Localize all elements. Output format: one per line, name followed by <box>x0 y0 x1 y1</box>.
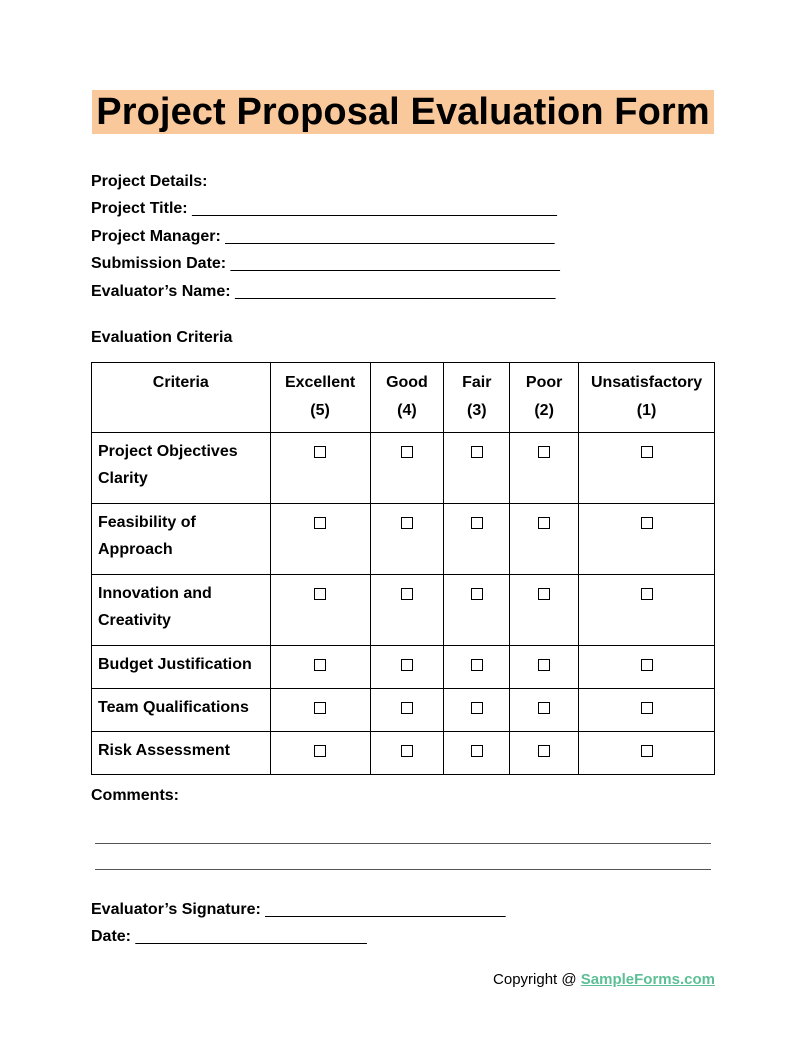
criteria-name: Risk Assessment <box>92 732 271 775</box>
comments-line[interactable] <box>95 843 711 844</box>
rating-checkbox[interactable] <box>538 702 550 714</box>
rating-checkbox[interactable] <box>401 588 413 600</box>
project-manager-blank[interactable]: _____________________________________ <box>225 228 555 245</box>
rating-checkbox[interactable] <box>641 517 653 529</box>
project-title-blank[interactable]: _________________________________________ <box>192 200 557 217</box>
table-row <box>92 732 715 775</box>
header-unsatisfactory: Unsatisfactory (1) <box>579 363 715 433</box>
rating-checkbox[interactable] <box>314 588 326 600</box>
header-good: Good (4) <box>370 363 444 433</box>
form-title: Project Proposal Evaluation Form <box>92 90 714 134</box>
copyright-footer <box>493 971 715 988</box>
rating-checkbox[interactable] <box>641 745 653 757</box>
project-details-heading: Project Details: <box>91 173 208 190</box>
rating-checkbox[interactable] <box>641 702 653 714</box>
copyright-text: Copyright @ <box>493 971 581 988</box>
rating-checkbox[interactable] <box>538 588 550 600</box>
rating-checkbox[interactable] <box>538 446 550 458</box>
rating-checkbox[interactable] <box>471 745 483 757</box>
rating-checkbox[interactable] <box>401 446 413 458</box>
table-header-row <box>92 363 715 433</box>
table-row <box>92 504 715 575</box>
header-criteria: Criteria <box>92 363 271 433</box>
criteria-name: Feasibility of Approach <box>92 504 271 575</box>
rating-checkbox[interactable] <box>471 517 483 529</box>
rating-checkbox[interactable] <box>538 517 550 529</box>
rating-checkbox[interactable] <box>471 659 483 671</box>
project-title-field[interactable] <box>91 200 557 218</box>
rating-checkbox[interactable] <box>401 517 413 529</box>
rating-checkbox[interactable] <box>401 702 413 714</box>
rating-checkbox[interactable] <box>471 446 483 458</box>
date-field[interactable] <box>91 928 367 946</box>
date-label: Date: <box>91 928 132 945</box>
header-excellent: Excellent (5) <box>270 363 370 433</box>
comments-line[interactable] <box>95 869 711 870</box>
rating-checkbox[interactable] <box>538 745 550 757</box>
criteria-name: Team Qualifications <box>92 689 271 732</box>
submission-date-label: Submission Date: <box>91 255 227 272</box>
criteria-name: Innovation and Creativity <box>92 575 271 646</box>
rating-checkbox[interactable] <box>314 517 326 529</box>
rating-checkbox[interactable] <box>401 659 413 671</box>
signature-label: Evaluator’s Signature: <box>91 901 261 918</box>
rating-checkbox[interactable] <box>314 659 326 671</box>
sampleforms-link[interactable]: SampleForms.com <box>580 971 715 988</box>
project-manager-label: Project Manager: <box>91 228 221 245</box>
table-row <box>92 433 715 504</box>
rating-checkbox[interactable] <box>314 702 326 714</box>
rating-checkbox[interactable] <box>401 745 413 757</box>
evaluator-name-label: Evaluator’s Name: <box>91 283 231 300</box>
comments-label: Comments: <box>91 787 180 804</box>
signature-blank[interactable]: ___________________________ <box>265 901 506 918</box>
rating-checkbox[interactable] <box>538 659 550 671</box>
criteria-name: Budget Justification <box>92 646 271 689</box>
evaluation-table <box>91 362 715 775</box>
header-fair: Fair (3) <box>444 363 510 433</box>
rating-checkbox[interactable] <box>641 446 653 458</box>
evaluator-name-field[interactable] <box>91 283 555 301</box>
evaluator-name-blank[interactable]: ____________________________________ <box>235 283 556 300</box>
project-manager-field[interactable] <box>91 228 555 246</box>
evaluation-criteria-heading: Evaluation Criteria <box>91 329 233 346</box>
rating-checkbox[interactable] <box>314 745 326 757</box>
table-row <box>92 689 715 732</box>
rating-checkbox[interactable] <box>641 659 653 671</box>
rating-checkbox[interactable] <box>314 446 326 458</box>
submission-date-blank[interactable]: _____________________________________ <box>230 255 560 272</box>
date-blank[interactable]: __________________________ <box>135 928 367 945</box>
criteria-name: Project Objectives Clarity <box>92 433 271 504</box>
project-title-label: Project Title: <box>91 200 188 217</box>
submission-date-field[interactable] <box>91 255 560 273</box>
table-row <box>92 575 715 646</box>
rating-checkbox[interactable] <box>471 588 483 600</box>
signature-field[interactable] <box>91 901 506 919</box>
rating-checkbox[interactable] <box>471 702 483 714</box>
header-poor: Poor (2) <box>510 363 579 433</box>
table-row <box>92 646 715 689</box>
rating-checkbox[interactable] <box>641 588 653 600</box>
